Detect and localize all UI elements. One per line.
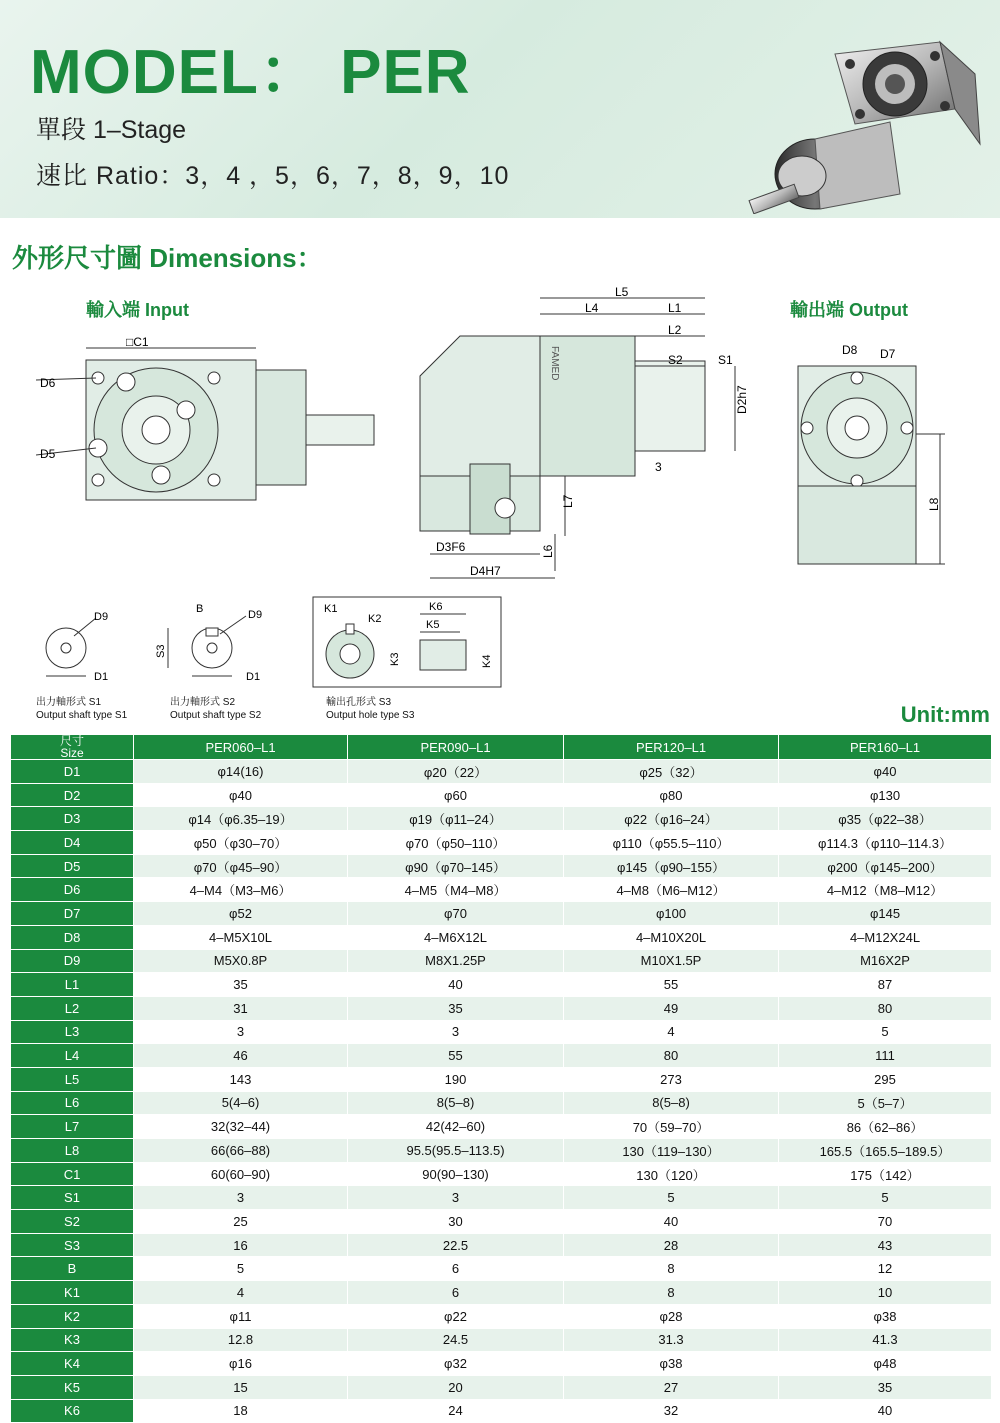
- table-cell: φ130: [779, 783, 992, 807]
- table-row: [11, 973, 992, 997]
- table-cell: φ80: [564, 783, 779, 807]
- table-cell: 4–M5（M4–M8）: [348, 878, 564, 902]
- k1-label: K1: [324, 603, 338, 615]
- row-label: K5: [11, 1375, 134, 1399]
- s1-d1-label: D1: [94, 671, 109, 683]
- table-row: [11, 1091, 992, 1115]
- k4-label: K4: [481, 654, 493, 668]
- size-header-cn: 尺寸: [59, 734, 84, 748]
- l1-label: L1: [668, 301, 682, 315]
- table-cell: 5: [779, 1020, 992, 1044]
- table-cell: 4–M8（M6–M12）: [564, 878, 779, 902]
- size-header-en: Size: [60, 746, 84, 760]
- table-row: [11, 1281, 992, 1305]
- table-cell: 5（5–7）: [779, 1091, 992, 1115]
- model-header: PER090–L1: [348, 735, 564, 760]
- table-cell: 4: [134, 1281, 348, 1305]
- shaft-s1-caption-en: Output shaft type S1: [36, 710, 128, 721]
- hole-s3-drawing: [312, 596, 502, 688]
- table-cell: φ20（22）: [348, 760, 564, 784]
- l8-label: L8: [927, 497, 941, 511]
- spec-table-header: [11, 735, 992, 760]
- row-label: S1: [11, 1186, 134, 1210]
- s2-s3-label: S3: [155, 644, 167, 658]
- table-cell: 24: [348, 1399, 564, 1423]
- side-view-drawing: [410, 286, 770, 586]
- table-row: [11, 783, 992, 807]
- table-cell: φ14（φ6.35–19）: [134, 807, 348, 831]
- table-cell: φ70（φ50–110）: [348, 831, 564, 855]
- table-cell: 5: [134, 1257, 348, 1281]
- table-cell: φ60: [348, 783, 564, 807]
- table-cell: 273: [564, 1067, 779, 1091]
- l2-label: L2: [668, 323, 682, 337]
- table-cell: 40: [564, 1210, 779, 1234]
- table-cell: 5: [564, 1186, 779, 1210]
- table-cell: φ110（φ55.5–110）: [564, 831, 779, 855]
- table-cell: 32(32–44): [134, 1115, 348, 1139]
- table-row: [11, 1186, 992, 1210]
- table-row: [11, 831, 992, 855]
- row-label: L6: [11, 1091, 134, 1115]
- table-row: [11, 760, 992, 784]
- table-cell: φ28: [564, 1304, 779, 1328]
- row-label: D6: [11, 878, 134, 902]
- table-cell: φ70: [348, 902, 564, 926]
- table-cell: 42(42–60): [348, 1115, 564, 1139]
- table-cell: 18: [134, 1399, 348, 1423]
- header-banner: [0, 0, 1000, 218]
- table-cell: 28: [564, 1233, 779, 1257]
- k6-label: K6: [429, 601, 443, 613]
- l6-label: L6: [541, 544, 555, 558]
- table-cell: 55: [348, 1044, 564, 1068]
- three-label: 3: [655, 460, 662, 474]
- table-cell: 295: [779, 1067, 992, 1091]
- gearbox-product-image: [740, 14, 990, 214]
- shaft-s2-drawing: [150, 600, 280, 686]
- d6-label: D6: [40, 376, 56, 390]
- table-row: [11, 1162, 992, 1186]
- table-cell: 10: [779, 1281, 992, 1305]
- table-cell: φ14(16): [134, 760, 348, 784]
- table-cell: 86（62–86）: [779, 1115, 992, 1139]
- row-label: K2: [11, 1304, 134, 1328]
- table-cell: 5(4–6): [134, 1091, 348, 1115]
- table-row: [11, 878, 992, 902]
- table-cell: M16X2P: [779, 949, 992, 973]
- table-cell: 55: [564, 973, 779, 997]
- table-cell: 40: [348, 973, 564, 997]
- table-cell: 80: [779, 996, 992, 1020]
- table-cell: φ70（φ45–90）: [134, 854, 348, 878]
- table-cell: φ114.3（φ110–114.3）: [779, 831, 992, 855]
- table-cell: 70: [779, 1210, 992, 1234]
- row-label: S3: [11, 1233, 134, 1257]
- table-row: [11, 1375, 992, 1399]
- table-cell: 4–M12（M8–M12）: [779, 878, 992, 902]
- l7-label: L7: [561, 494, 575, 508]
- row-label: K4: [11, 1352, 134, 1376]
- dimensions-title: 外形尺寸圖 Dimensions：: [12, 243, 323, 273]
- table-row: [11, 1115, 992, 1139]
- hole-s3-caption: [326, 696, 414, 722]
- table-cell: φ145（φ90–155）: [564, 854, 779, 878]
- table-row: [11, 1304, 992, 1328]
- table-cell: M5X0.8P: [134, 949, 348, 973]
- k3-label: K3: [389, 652, 401, 666]
- s1-d9-label: D9: [94, 611, 109, 623]
- table-cell: 4–M5X10L: [134, 925, 348, 949]
- table-row: [11, 854, 992, 878]
- table-cell: 130（119–130）: [564, 1139, 779, 1163]
- table-cell: φ145: [779, 902, 992, 926]
- unit-label: Unit:mm: [900, 702, 990, 727]
- table-cell: 27: [564, 1375, 779, 1399]
- table-cell: M8X1.25P: [348, 949, 564, 973]
- row-label: B: [11, 1257, 134, 1281]
- table-row: [11, 1352, 992, 1376]
- table-cell: 111: [779, 1044, 992, 1068]
- table-cell: φ100: [564, 902, 779, 926]
- table-row: [11, 1233, 992, 1257]
- d3f6-label: D3F6: [436, 540, 466, 554]
- table-cell: 90(90–130): [348, 1162, 564, 1186]
- row-label: D4: [11, 831, 134, 855]
- table-cell: 31.3: [564, 1328, 779, 1352]
- table-cell: 35: [779, 1375, 992, 1399]
- row-label: D3: [11, 807, 134, 831]
- table-row: [11, 1328, 992, 1352]
- row-label: S2: [11, 1210, 134, 1234]
- table-cell: M10X1.5P: [564, 949, 779, 973]
- row-label: C1: [11, 1162, 134, 1186]
- table-cell: 3: [348, 1020, 564, 1044]
- table-cell: 190: [348, 1067, 564, 1091]
- table-cell: 8: [564, 1281, 779, 1305]
- row-label: K3: [11, 1328, 134, 1352]
- model-title: MODEL： PER: [30, 38, 471, 107]
- row-label: D7: [11, 902, 134, 926]
- shaft-s2-caption-en: Output shaft type S2: [170, 710, 262, 721]
- stage-text: 單段 1–Stage: [36, 116, 187, 144]
- table-cell: 4–M4（M3–M6）: [134, 878, 348, 902]
- table-cell: 46: [134, 1044, 348, 1068]
- s1-label: S1: [718, 353, 733, 367]
- row-label: D5: [11, 854, 134, 878]
- table-cell: 143: [134, 1067, 348, 1091]
- row-label: L2: [11, 996, 134, 1020]
- table-cell: φ19（φ11–24）: [348, 807, 564, 831]
- table-cell: 8(5–8): [348, 1091, 564, 1115]
- table-cell: 175（142）: [779, 1162, 992, 1186]
- table-cell: φ16: [134, 1352, 348, 1376]
- l5-label: L5: [615, 286, 629, 299]
- table-cell: 66(66–88): [134, 1139, 348, 1163]
- brand-mark: FAMED: [549, 346, 560, 381]
- input-view-drawing: [36, 330, 386, 505]
- table-cell: 4–M6X12L: [348, 925, 564, 949]
- row-label: L5: [11, 1067, 134, 1091]
- row-label: D9: [11, 949, 134, 973]
- table-cell: 20: [348, 1375, 564, 1399]
- row-label: K1: [11, 1281, 134, 1305]
- table-cell: φ40: [134, 783, 348, 807]
- table-cell: 40: [779, 1399, 992, 1423]
- table-cell: 43: [779, 1233, 992, 1257]
- d4h7-label: D4H7: [470, 564, 501, 578]
- table-cell: 70（59–70）: [564, 1115, 779, 1139]
- l4-label: L4: [585, 301, 599, 315]
- table-cell: φ200（φ145–200）: [779, 854, 992, 878]
- s2-label: S2: [668, 353, 683, 367]
- table-row: [11, 1210, 992, 1234]
- table-cell: 35: [134, 973, 348, 997]
- table-cell: 15: [134, 1375, 348, 1399]
- hole-s3-caption-en: Output hole type S3: [326, 710, 415, 721]
- row-label: D1: [11, 760, 134, 784]
- d2h7-label: D2h7: [735, 385, 749, 414]
- table-cell: 4: [564, 1020, 779, 1044]
- table-cell: 25: [134, 1210, 348, 1234]
- output-view-drawing: [780, 336, 980, 571]
- table-cell: 22.5: [348, 1233, 564, 1257]
- table-cell: 16: [134, 1233, 348, 1257]
- table-cell: φ52: [134, 902, 348, 926]
- table-cell: φ50（φ30–70）: [134, 831, 348, 855]
- table-cell: φ22（φ16–24）: [564, 807, 779, 831]
- table-cell: φ38: [779, 1304, 992, 1328]
- hole-s3-caption-cn: 輸出孔形式 S3: [326, 697, 392, 708]
- k5-label: K5: [426, 619, 440, 631]
- row-label: D8: [11, 925, 134, 949]
- table-cell: 130（120）: [564, 1162, 779, 1186]
- table-cell: 3: [348, 1186, 564, 1210]
- table-row: [11, 1399, 992, 1423]
- table-cell: φ40: [779, 760, 992, 784]
- model-header: PER120–L1: [564, 735, 779, 760]
- table-cell: φ22: [348, 1304, 564, 1328]
- size-header: [11, 735, 134, 760]
- row-label: L8: [11, 1139, 134, 1163]
- model-header: PER160–L1: [779, 735, 992, 760]
- table-cell: 24.5: [348, 1328, 564, 1352]
- table-cell: 95.5(95.5–113.5): [348, 1139, 564, 1163]
- output-view-label: 輸出端 Output: [790, 300, 908, 320]
- table-cell: φ25（32）: [564, 760, 779, 784]
- spec-table: [10, 734, 992, 1423]
- row-label: K6: [11, 1399, 134, 1423]
- table-cell: 41.3: [779, 1328, 992, 1352]
- row-label: L3: [11, 1020, 134, 1044]
- table-cell: 35: [348, 996, 564, 1020]
- row-label: D2: [11, 783, 134, 807]
- s2-b-label: B: [196, 603, 204, 615]
- table-row: [11, 1067, 992, 1091]
- table-cell: φ38: [564, 1352, 779, 1376]
- table-row: [11, 925, 992, 949]
- table-cell: 8: [564, 1257, 779, 1281]
- d5-label: D5: [40, 447, 56, 461]
- table-cell: φ32: [348, 1352, 564, 1376]
- shaft-s2-caption: [170, 696, 261, 722]
- table-cell: φ48: [779, 1352, 992, 1376]
- table-cell: 5: [779, 1186, 992, 1210]
- s2-d9-label: D9: [248, 609, 263, 621]
- table-cell: 3: [134, 1020, 348, 1044]
- table-row: [11, 1257, 992, 1281]
- d8-label: D8: [842, 343, 858, 357]
- table-row: [11, 1139, 992, 1163]
- table-cell: 8(5–8): [564, 1091, 779, 1115]
- shaft-s1-caption-cn: 出力軸形式 S1: [36, 697, 102, 708]
- k2-label: K2: [368, 613, 382, 625]
- table-cell: 12.8: [134, 1328, 348, 1352]
- shaft-s2-caption-cn: 出力軸形式 S2: [170, 697, 236, 708]
- table-cell: 6: [348, 1257, 564, 1281]
- table-cell: 4–M10X20L: [564, 925, 779, 949]
- table-row: [11, 902, 992, 926]
- table-cell: 49: [564, 996, 779, 1020]
- s2-d1-label: D1: [246, 671, 261, 683]
- table-row: [11, 996, 992, 1020]
- table-row: [11, 1044, 992, 1068]
- table-cell: 31: [134, 996, 348, 1020]
- input-view-label: 輸入端 Input: [86, 300, 189, 320]
- ratio-text: 速比 Ratio：3，4 ，5，6，7，8，9，10: [36, 162, 510, 190]
- shaft-s1-drawing: [34, 606, 144, 686]
- table-row: [11, 807, 992, 831]
- c1-label: □C1: [126, 335, 149, 349]
- table-cell: φ35（φ22–38）: [779, 807, 992, 831]
- table-cell: 3: [134, 1186, 348, 1210]
- d7-label: D7: [880, 347, 896, 361]
- table-cell: 30: [348, 1210, 564, 1234]
- table-cell: φ90（φ70–145）: [348, 854, 564, 878]
- table-cell: 165.5（165.5–189.5）: [779, 1139, 992, 1163]
- table-row: [11, 1020, 992, 1044]
- table-cell: φ11: [134, 1304, 348, 1328]
- table-cell: 80: [564, 1044, 779, 1068]
- table-cell: 87: [779, 973, 992, 997]
- row-label: L4: [11, 1044, 134, 1068]
- table-cell: 6: [348, 1281, 564, 1305]
- table-cell: 60(60–90): [134, 1162, 348, 1186]
- table-cell: 32: [564, 1399, 779, 1423]
- row-label: L7: [11, 1115, 134, 1139]
- table-cell: 4–M12X24L: [779, 925, 992, 949]
- shaft-s1-caption: [36, 696, 127, 722]
- table-row: [11, 949, 992, 973]
- row-label: L1: [11, 973, 134, 997]
- table-cell: 12: [779, 1257, 992, 1281]
- model-header: PER060–L1: [134, 735, 348, 760]
